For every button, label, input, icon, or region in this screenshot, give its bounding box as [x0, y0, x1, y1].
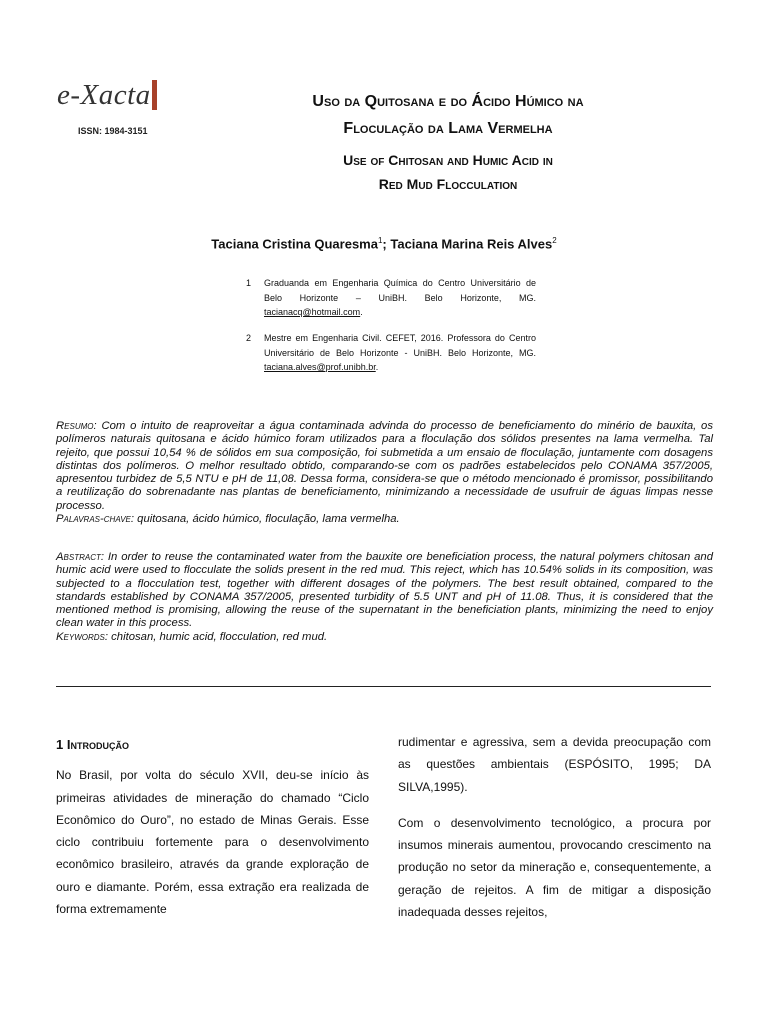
palavras-chave	[56, 513, 713, 526]
author-separator: ;	[382, 236, 391, 252]
author-list	[0, 236, 768, 251]
palavras-chave-label: Palavras-chave:	[56, 513, 135, 526]
affiliation-end: .	[375, 362, 379, 372]
email-link[interactable]: taciana.alves@prof.unibh.br	[264, 362, 376, 372]
title-en-line1: Use of Chitosan and Humic Acid in	[343, 152, 553, 168]
author-1-sup: 1	[377, 236, 383, 245]
journal-logo	[57, 80, 177, 110]
section-title: Introdução	[66, 737, 129, 752]
body-left-column	[56, 734, 369, 920]
logo-text: e-Xacta	[57, 79, 151, 111]
resumo-block	[56, 420, 713, 526]
author-2-sup: 2	[552, 236, 557, 245]
email-link[interactable]: tacianacq@hotmail.com	[264, 307, 361, 317]
affiliation-end: .	[360, 307, 363, 317]
keywords-label: Keywords:	[56, 630, 109, 643]
affiliation-1	[246, 276, 536, 320]
title-pt-line2: Floculação da Lama Vermelha	[343, 120, 553, 137]
title-en-line2: Red Mud Flocculation	[378, 176, 518, 192]
resumo-label: Resumo:	[56, 420, 97, 432]
author-2: Taciana Marina Reis Alves	[390, 236, 553, 252]
keywords	[56, 631, 713, 644]
issn: ISSN: 1984-3151	[78, 126, 148, 136]
keywords-text: chitosan, humic acid, flocculation, red mud.	[111, 630, 328, 643]
abstract-text: In order to reuse the contaminated water from the bauxite ore beneficiation process, the natural polymers chitosan and humic acid were used to flocculate the solids present in the red mud. This reject, which has 10.54% solids in its composition, was subjected to a flocculation test, together with different dosages of the polymers. The best result obtained, compared to the standards established by CONAMA 357/2005, presented turbidity of 5.5 UNT and pH of 11.08. Thus, it is considered that the mentioned method is promising, allowing the reuse of the supernatant in the beneficiation plants, minimizing the need to enjoy clean water in this process.	[56, 551, 713, 630]
body-paragraph: Com o desenvolvimento tecnológico, a procura por insumos minerais aumentou, provocando crescimento na produção no setor da mineração e, consequentemente, a geração de rejeitos. A fim de mitigar a disposição inadequada desses rejeitos,	[398, 815, 711, 920]
affiliation-text: Graduanda em Engenharia Química do Centro Universitário de Belo Horizonte – UniBH. Belo Horizonte, MG.	[264, 278, 536, 303]
resumo-paragraph	[56, 420, 713, 513]
abstract-paragraph	[56, 551, 713, 631]
section-heading	[56, 734, 369, 756]
title-pt-line1: Uso da Quitosana e do Ácido Húmico na	[312, 93, 584, 110]
abstract-block	[56, 551, 713, 644]
author-1: Taciana Cristina Quaresma	[211, 236, 378, 252]
section-number: 1	[56, 737, 64, 752]
section-divider	[56, 686, 711, 687]
title-portuguese	[200, 88, 696, 142]
body-paragraph: No Brasil, por volta do século XVII, deu-se início às primeiras atividades de mineração do chamado “Ciclo Econômico do Ouro”, no estado de Minas Gerais. Esse ciclo contribuiu fortemente para o desenvolvimento econômico brasileiro, através da grande exploração de ouro e diamante. Porém, essa extração era realizada de forma extremamente	[56, 768, 369, 917]
affiliation-number: 1	[246, 278, 252, 288]
palavras-chave-text: quitosana, ácido húmico, floculação, lama vermelha.	[137, 513, 400, 526]
affiliation-2	[246, 331, 536, 375]
body-right-column	[398, 731, 711, 923]
logo-bar	[152, 80, 157, 110]
affiliation-number: 2	[246, 333, 252, 343]
body-paragraph: rudimentar e agressiva, sem a devida preocupação com as questões ambientais (ESPÓSITO, 1995; DA SILVA,1995).	[398, 735, 711, 794]
resumo-text: Com o intuito de reaproveitar a água contaminada advinda do processo de beneficiamento do minério de bauxita, os polímeros naturais quitosana e ácido húmico foram utilizados para a floculação dos sólidos presentes na lama vermelha. Tal rejeito, que possui 10,54 % de sólidos em sua composição, foi submetida a um ensaio de floculação, juntamente com dosagens distintas dos polímeros. O melhor resultado obtido, comparando-se com os padrões estabelecidos pelo CONAMA 357/2005, apresentou turbidez de 5,5 NTU e pH de 11,08. Dessa forma, considera-se que o método mencionado é promissor, possibilitando a reutilização do sobrenadante nas plantas de beneficiamento, minimizando a necessidade de usufruir de águas limpas nesse processo.	[56, 420, 713, 512]
title-english	[200, 148, 696, 196]
abstract-label: Abstract:	[56, 551, 105, 563]
affiliation-text: Mestre em Engenharia Civil. CEFET, 2016. Professora do Centro Universitário de Belo Horizonte - UniBH. Belo Horizonte, MG.	[264, 333, 536, 358]
